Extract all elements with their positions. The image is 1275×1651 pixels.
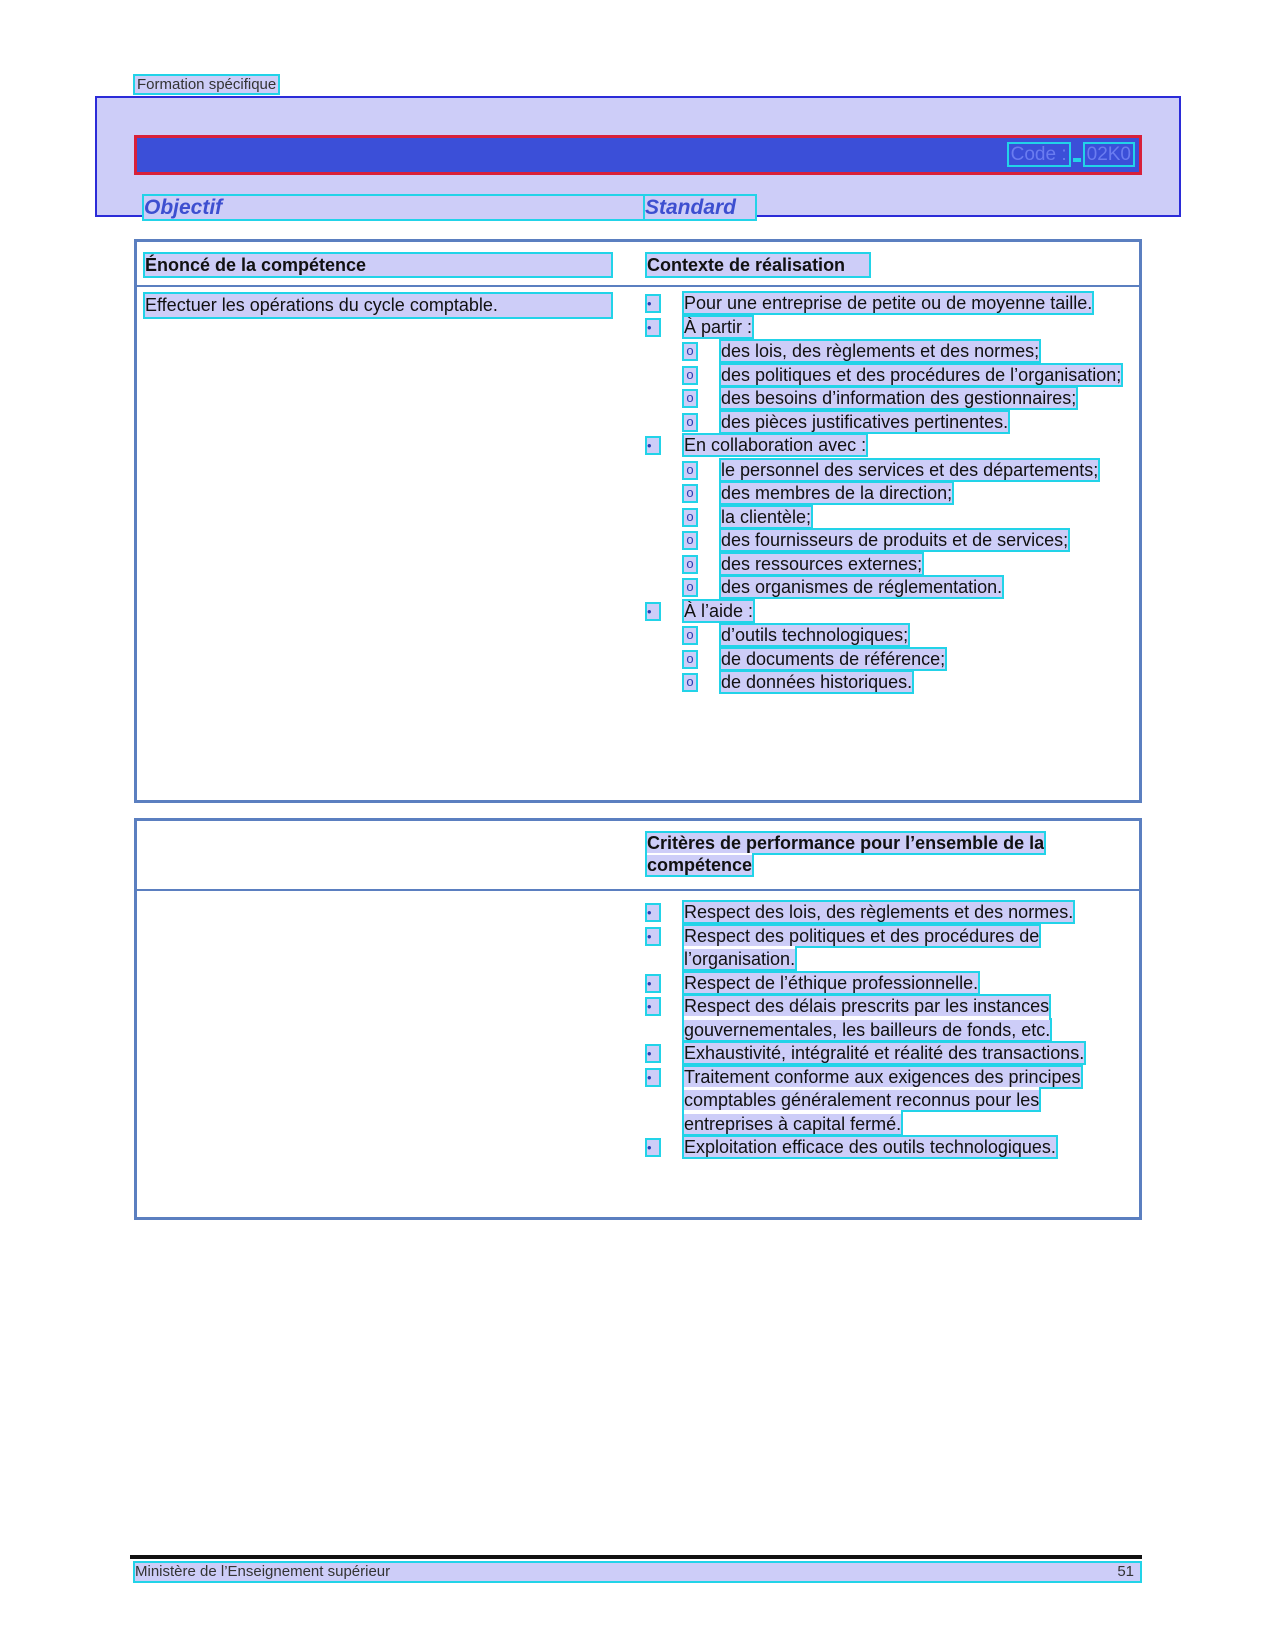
- context-item-text: En collaboration avec :: [684, 435, 867, 455]
- context-subitem-text: des politiques et des procédures de l’organisation;: [721, 364, 1122, 385]
- context-subitem: [684, 648, 1127, 672]
- context-subitem-text: de documents de référence;: [721, 648, 946, 669]
- context-subitem-text: des organismes de réglementation.: [721, 577, 1003, 597]
- context-item-text: À l’aide :: [684, 600, 754, 621]
- context-subitem-text: des besoins d’information des gestionnaires;: [721, 388, 1077, 408]
- context-sublist: [684, 624, 1127, 695]
- context-item: [647, 292, 1127, 316]
- criteria-item-text: Traitement conforme aux exigences des principes comptables généralement reconnus pour les entreprises à capital fermé.: [684, 1066, 1081, 1134]
- footer-publisher: Ministère de l’Enseignement supérieur: [135, 1563, 391, 1580]
- circle-bullet-icon: o: [684, 368, 696, 383]
- circle-bullet-icon: o: [684, 652, 696, 667]
- circle-bullet-icon: o: [684, 415, 696, 430]
- bullet-icon: •: [647, 604, 659, 619]
- context-subitem: [684, 459, 1127, 483]
- page-number: 51: [1117, 1563, 1134, 1580]
- criteria-item: [647, 925, 1127, 972]
- context-subitem-text: le personnel des services et des départements;: [721, 459, 1099, 480]
- bullet-icon: •: [647, 320, 659, 335]
- criteria-item: [647, 901, 1127, 925]
- criteria-item-text: Respect des délais prescrits par les instances gouvernementales, les bailleurs de fonds, etc.: [684, 996, 1051, 1040]
- criteria-item-text: Respect des lois, des règlements et des normes.: [684, 902, 1074, 922]
- context-subitem: [684, 340, 1127, 364]
- criteria-item: [647, 972, 1127, 996]
- context-subitem-text: des lois, des règlements et des normes;: [721, 341, 1040, 361]
- bullet-icon: •: [647, 929, 659, 944]
- context-item-text: À partir :: [684, 316, 753, 337]
- bullet-icon: •: [647, 296, 659, 311]
- competence-table: [134, 239, 1142, 803]
- enonce-heading: Énoncé de la compétence: [145, 254, 611, 276]
- context-subitem: [684, 411, 1127, 435]
- bullet-icon: •: [647, 999, 659, 1014]
- code-label: Code :: [1010, 144, 1067, 165]
- criteria-item-text: Respect des politiques et des procédures de l’organisation.: [684, 925, 1040, 969]
- circle-bullet-icon: o: [684, 580, 696, 595]
- context-subitem: [684, 529, 1127, 553]
- objectif-title: Objectif: [144, 196, 644, 219]
- context-subitem: [684, 553, 1127, 577]
- criteria-item: [647, 1066, 1127, 1137]
- circle-bullet-icon: o: [684, 463, 696, 478]
- criteria-table: [134, 818, 1142, 1220]
- context-subitem: [684, 364, 1127, 388]
- running-header: Formation spécifique: [137, 76, 277, 93]
- criteria-item: [647, 995, 1127, 1042]
- criteria-heading: Critères de performance pour l’ensemble de la compétence: [647, 833, 1045, 875]
- context-subitem: [684, 671, 1127, 695]
- code-value: 02K0: [1086, 144, 1131, 165]
- context-subitem: [684, 387, 1127, 411]
- bullet-icon: •: [647, 976, 659, 991]
- circle-bullet-icon: o: [684, 391, 696, 406]
- criteria-table-header: [137, 821, 1139, 891]
- criteria-list: [647, 901, 1127, 1160]
- footer-rule: [130, 1555, 1142, 1559]
- bullet-icon: •: [647, 1140, 659, 1155]
- context-subitem: [684, 506, 1127, 530]
- criteria-item-text: Respect de l’éthique professionnelle.: [684, 972, 979, 993]
- context-subitem-text: des pièces justificatives pertinentes.: [721, 411, 1009, 432]
- code-label-group: [1009, 144, 1133, 166]
- criteria-item-text: Exploitation efficace des outils technologiques.: [684, 1137, 1056, 1157]
- circle-bullet-icon: o: [684, 486, 696, 501]
- circle-bullet-icon: o: [684, 344, 696, 359]
- context-subitem-text: de données historiques.: [721, 672, 913, 692]
- context-sublist: [684, 340, 1127, 434]
- context-subitem-text: des fournisseurs de produits et de services;: [721, 530, 1069, 550]
- bullet-icon: •: [647, 1046, 659, 1061]
- context-subitem-text: des ressources externes;: [721, 553, 923, 574]
- bullet-icon: •: [647, 438, 659, 453]
- circle-bullet-icon: o: [684, 628, 696, 643]
- context-item-text: Pour une entreprise de petite ou de moyenne taille.: [684, 293, 1093, 313]
- context-subitem-text: des membres de la direction;: [721, 483, 953, 503]
- criteria-item: [647, 1136, 1127, 1160]
- footer: [135, 1563, 1140, 1581]
- context-subitem-text: la clientèle;: [721, 506, 812, 527]
- context-subitem: [684, 482, 1127, 506]
- criteria-list-container: [647, 901, 1127, 1160]
- circle-bullet-icon: o: [684, 675, 696, 690]
- context-item: [647, 434, 1127, 600]
- bullet-icon: •: [647, 1070, 659, 1085]
- bullet-icon: •: [647, 905, 659, 920]
- circle-bullet-icon: o: [684, 510, 696, 525]
- standard-title: Standard: [645, 196, 755, 219]
- circle-bullet-icon: o: [684, 533, 696, 548]
- context-list-container: [647, 292, 1127, 695]
- criteria-item: [647, 1042, 1127, 1066]
- context-item: [647, 316, 1127, 435]
- context-item: [647, 600, 1127, 695]
- context-subitem: [684, 624, 1127, 648]
- circle-bullet-icon: o: [684, 557, 696, 572]
- context-sublist: [684, 459, 1127, 600]
- competence-table-header: [137, 242, 1139, 287]
- context-subitem-text: d’outils technologiques;: [721, 625, 909, 645]
- context-subitem: [684, 576, 1127, 600]
- code-bar: [134, 135, 1142, 175]
- context-list: [647, 292, 1127, 695]
- criteria-item-text: Exhaustivité, intégralité et réalité des transactions.: [684, 1043, 1085, 1063]
- contexte-heading: Contexte de réalisation: [647, 254, 869, 276]
- competence-statement: Effectuer les opérations du cycle comptable.: [145, 294, 611, 317]
